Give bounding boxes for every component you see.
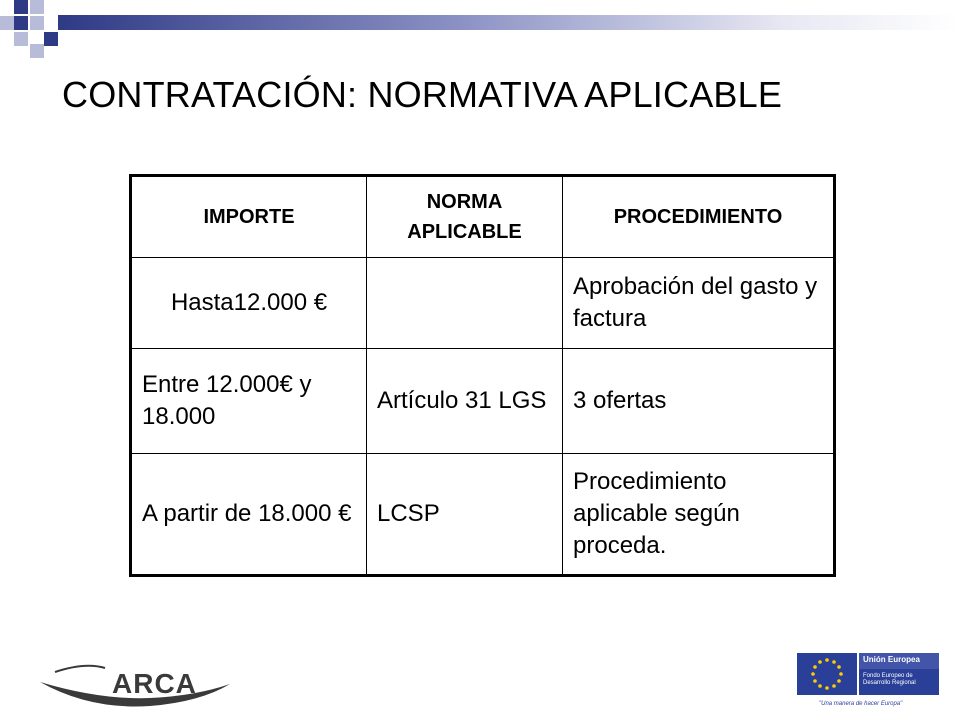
deco-square [30,0,44,14]
eu-flag-icon [797,653,857,695]
cell-procedimiento: Aprobación del gasto y factura [563,258,835,349]
header-importe: IMPORTE [131,176,367,258]
header-gradient-bar [58,15,960,30]
table-row [131,258,835,349]
table-row [131,349,835,454]
arca-logo-text: ARCA [112,668,197,699]
deco-square [0,16,14,30]
corner-decoration [0,0,120,60]
eu-fund-text [863,673,916,687]
cell-norma [367,258,563,349]
regulation-table-container [129,174,836,577]
table-row [131,454,835,576]
cell-importe: Entre 12.000€ y 18.000 [131,349,367,454]
cell-procedimiento: Procedimiento aplicable según proceda. [563,454,835,576]
eu-text-panel [859,653,939,695]
eu-emblem [797,653,957,717]
arca-logo [30,650,260,720]
header-procedimiento: PROCEDIMIENTO [563,176,835,258]
eu-fund-line: Fondo Europeo de [863,673,913,679]
cell-importe: Hasta12.000 € [131,258,367,349]
deco-square [44,32,58,46]
header-norma-aplicable: NORMA APLICABLE [367,176,563,258]
deco-square [14,32,28,46]
deco-square [30,16,44,30]
slide-title: CONTRATACIÓN: NORMATIVA APLICABLE [62,74,783,115]
table-header-row [131,176,835,258]
cell-norma: LCSP [367,454,563,576]
regulation-table [129,174,836,577]
cell-norma: Artículo 31 LGS [367,349,563,454]
deco-square [14,16,28,30]
deco-square [30,44,44,58]
cell-importe: A partir de 18.000 € [131,454,367,576]
eu-fund-line: Desarrollo Regional [863,680,916,686]
cell-procedimiento: 3 ofertas [563,349,835,454]
eu-label: Unión Europea [863,655,920,664]
eu-label-band [859,653,939,669]
eu-motto: "Una manera de hacer Europa" [819,701,903,707]
deco-square [14,0,28,14]
